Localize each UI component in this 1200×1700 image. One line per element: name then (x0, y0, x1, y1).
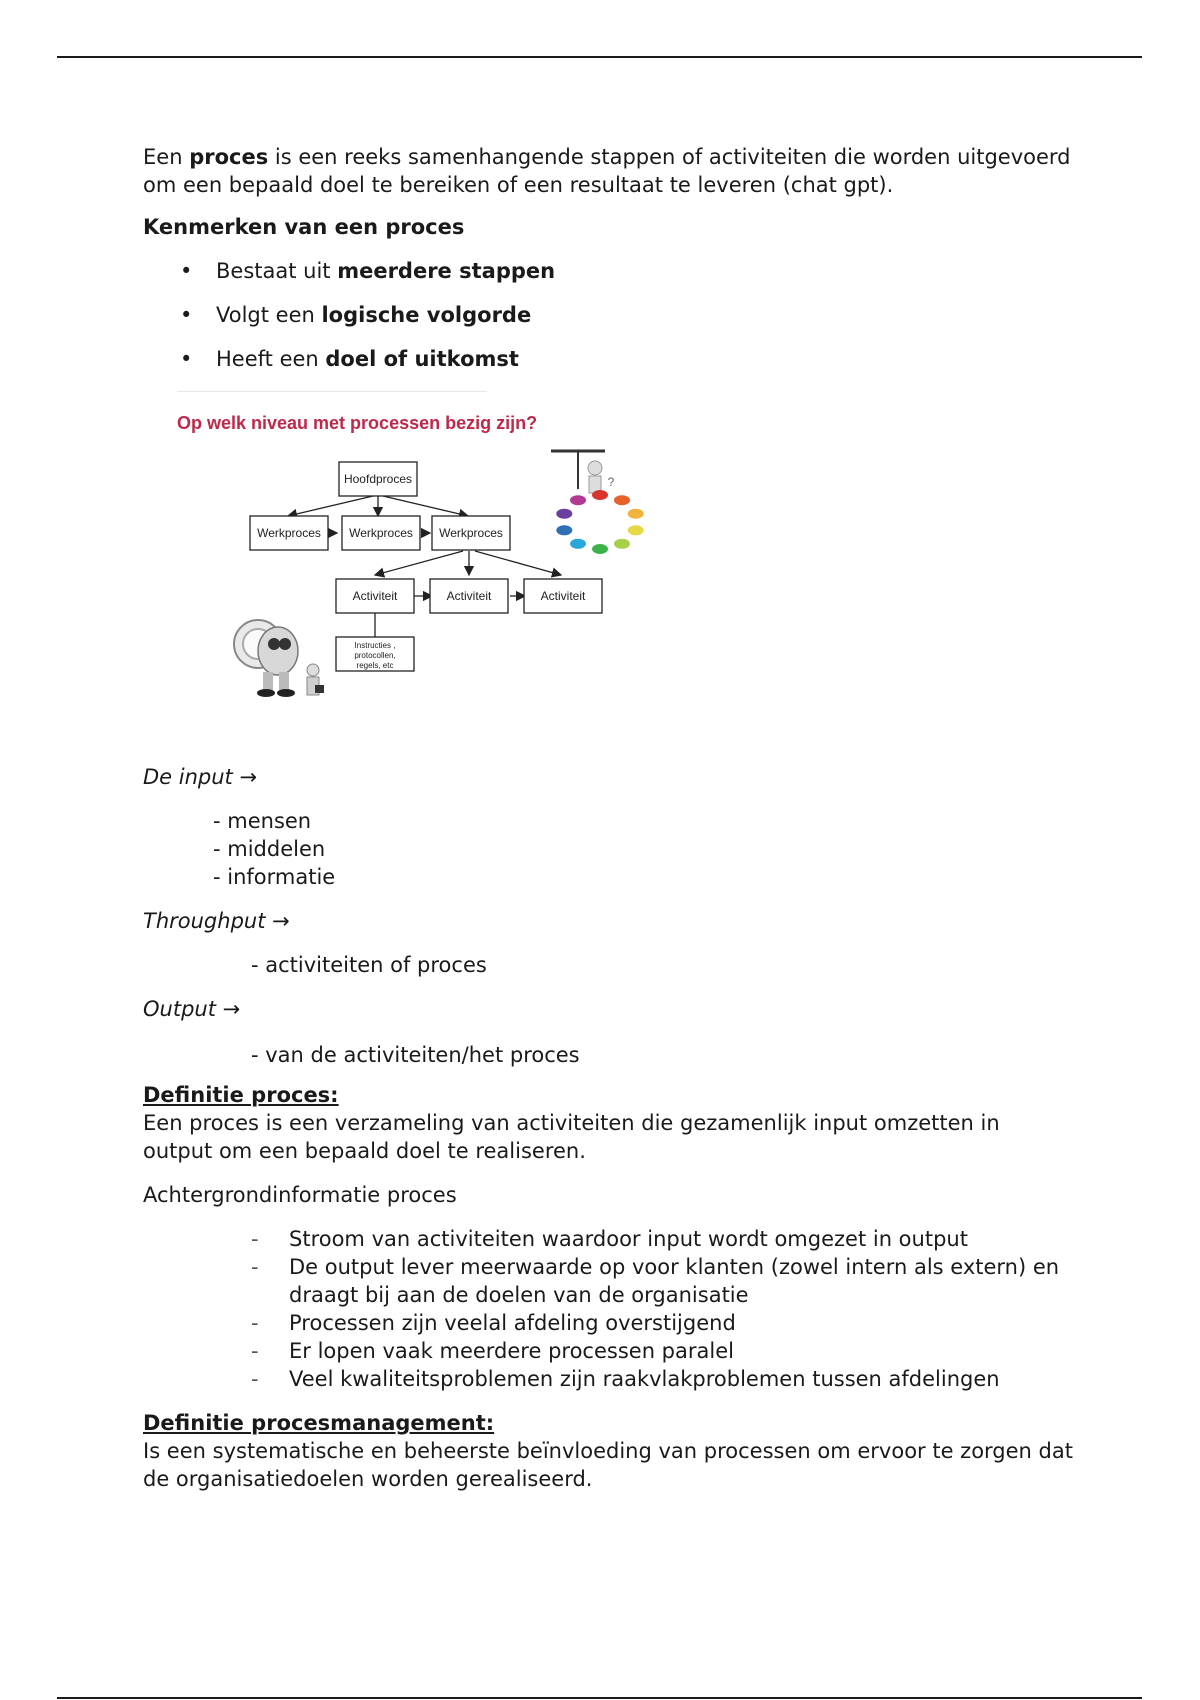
achtergrond-list (143, 1225, 1073, 1393)
activity-label: Activiteit (446, 589, 492, 603)
intro-bold-term: proces (189, 145, 269, 169)
bullet-icon: • (180, 259, 193, 283)
activity-label: Activiteit (352, 589, 398, 603)
activity-label: Activiteit (540, 589, 586, 603)
definitie-pm-text: Is een systematische en beheerste beïnvloeding van processen om ervoor te zorgen dat de organisatiedoelen worden gerealiseerd. (143, 1439, 1073, 1491)
color-wheel-dot (592, 544, 608, 554)
robot-magnifier-illustration (234, 620, 324, 697)
color-wheel-dot (614, 539, 630, 549)
intro-paragraph: Een proces is een reeks samenhangende stappen of activiteiten die worden uitgevoerd om een bepaald doel te bereiken of een resultaat te leveren (chat gpt). (143, 145, 1071, 197)
list-item: • Bestaat uit meerdere stappen (180, 259, 556, 283)
input-list (213, 807, 1073, 891)
achtergrond-title: Achtergrondinformatie proces (143, 1183, 457, 1207)
color-wheel-dot (628, 509, 644, 519)
header-rule (57, 56, 1142, 58)
output-label: Output → (143, 997, 241, 1021)
list-item: - De output lever meerwaarde op voor klanten (zowel intern als extern) en draagt bij aan de doelen van de organisatie (251, 1255, 1060, 1307)
helicopter-figure-illustration (551, 451, 615, 493)
list-item: - Stroom van activiteiten waardoor input wordt omgezet in output (251, 1227, 968, 1251)
hierarchy-diagram (153, 389, 753, 759)
throughput-item: - activiteiten of proces (251, 953, 487, 977)
color-wheel-dot (628, 525, 644, 535)
list-item: - middelen (213, 837, 326, 861)
throughput-label: Throughput → (143, 909, 290, 933)
list-item: - mensen (213, 809, 312, 833)
work-process-label: Werkproces (439, 526, 503, 540)
kenmerken-heading: Kenmerken van een proces (143, 215, 465, 239)
definitie-pm-title: Definitie procesmanagement: (143, 1411, 495, 1435)
question-mark: ? (607, 475, 615, 489)
list-item: - Processen zijn veelal afdeling overstijgend (251, 1311, 736, 1335)
color-wheel-dot (614, 495, 630, 505)
definitie-proces-title: Definitie proces: (143, 1083, 339, 1107)
list-item: - informatie (213, 865, 336, 889)
work-process-label: Werkproces (257, 526, 321, 540)
instructions-label: Instructies , (354, 641, 396, 650)
bullet-icon: • (180, 303, 193, 327)
list-item: - Veel kwaliteitsproblemen zijn raakvlakproblemen tussen afdelingen (251, 1367, 1000, 1391)
color-wheel-dot (570, 495, 586, 505)
figure-title: Op welk niveau met processen bezig zijn? (177, 413, 538, 433)
output-item: - van de activiteiten/het proces (251, 1043, 580, 1067)
color-wheel-dot (570, 539, 586, 549)
input-label: De input → (143, 765, 258, 789)
list-item: - Er lopen vaak meerdere processen paralel (251, 1339, 734, 1363)
definitie-proces-text: Een proces is een verzameling van activiteiten die gezamenlijk input omzetten in output om een bepaald doel te realiseren. (143, 1111, 1000, 1163)
color-wheel-dot (556, 525, 572, 535)
top-process-label: Hoofdproces (343, 472, 413, 486)
work-process-label: Werkproces (349, 526, 413, 540)
instructions-label: regels, etc (356, 661, 394, 670)
color-wheel-icon (556, 490, 643, 554)
kenmerken-list (143, 257, 1073, 373)
document-body (143, 143, 1073, 1493)
instructions-label: protocollen, (354, 651, 396, 660)
color-wheel-dot (592, 490, 608, 500)
bullet-icon: • (180, 347, 193, 371)
list-item: • Volgt een logische volgorde (180, 303, 532, 327)
footer-rule (57, 1697, 1142, 1699)
color-wheel-dot (556, 509, 572, 519)
list-item: • Heeft een doel of uitkomst (180, 347, 519, 371)
process-levels-figure (153, 389, 753, 759)
